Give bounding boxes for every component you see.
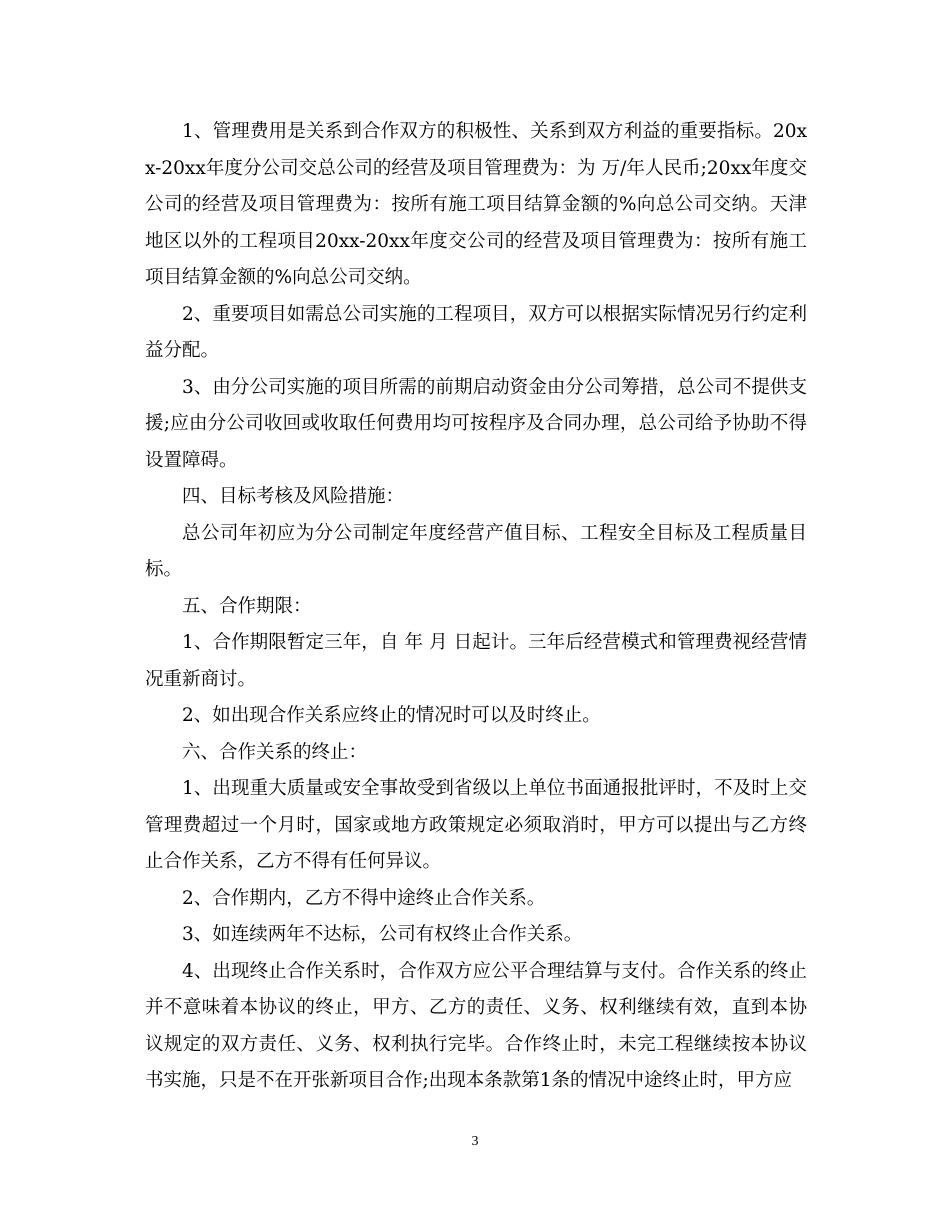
document-body	[145, 114, 807, 1100]
paragraph: 1、管理费用是关系到合作双方的积极性、关系到双方利益的重要指标。20xx-20xx年度分公司交总公司的经营及项目管理费为：为 万/年人民币;20xx年度交公司的经营及项目管理费为：按所有施工项目结算金额的%向总公司交纳。天津地区以外的工程项目20xx-20xx年度交公司的经营及项目管理费为：按所有施工项目结算金额的%向总公司交纳。	[145, 121, 807, 288]
paragraph: 2、如出现合作关系应终止的情况时可以及时终止。	[182, 705, 601, 726]
paragraph: 4、出现终止合作关系时，合作双方应公平合理结算与支付。合作关系的终止并不意味着本协议的终止，甲方、乙方的责任、义务、权利继续有效，直到本协议规定的双方责任、义务、权利执行完毕。合作终止时，未完工程继续按本协议书实施，只是不在开张新项目合作;出现本条款第1条的情况中途终止时，甲方应	[145, 960, 807, 1091]
paragraph: 总公司年初应为分公司制定年度经营产值目标、工程安全目标及工程质量目标。	[145, 522, 807, 580]
page-number: 3	[471, 1134, 479, 1149]
paragraph: 2、合作期内，乙方不得中途终止合作关系。	[182, 887, 546, 909]
paragraph: 1、合作期限暂定三年，自 年 月 日起计。三年后经营模式和管理费视经营情况重新商讨。	[145, 632, 807, 690]
paragraph: 2、重要项目如需总公司实施的工程项目，双方可以根据实际情况另行约定利益分配。	[145, 303, 807, 361]
paragraph: 3、由分公司实施的项目所需的前期启动资金由分公司筹措，总公司不提供支援;应由分公司收回或收取任何费用均可按程序及合同办理，总公司给予协助不得设置障碍。	[145, 376, 807, 471]
section-heading: 四、目标考核及风险措施：	[182, 486, 405, 507]
paragraph: 1、出现重大质量或安全事故受到省级以上单位书面通报批评时，不及时上交管理费超过一个月时，国家或地方政策规定必须取消时，甲方可以提出与乙方终止合作关系，乙方不得有任何异议。	[145, 778, 807, 872]
section-heading: 六、合作关系的终止：	[182, 741, 368, 763]
section-heading: 五、合作期限：	[182, 595, 312, 617]
paragraph: 3、如连续两年不达标，公司有权终止合作关系。	[182, 924, 583, 945]
